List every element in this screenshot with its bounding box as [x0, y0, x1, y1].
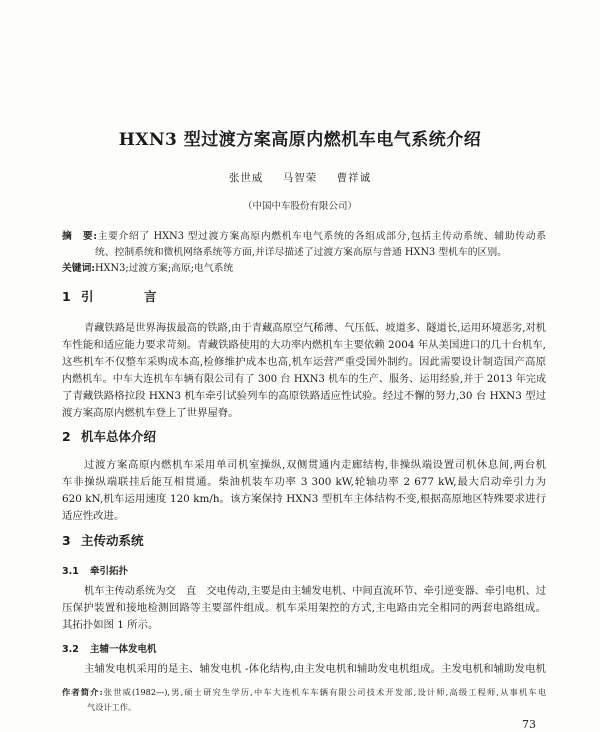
subsection-number: 3.1 [62, 566, 79, 577]
footnote-line: 气设计工作。 [87, 702, 137, 712]
keywords-label: 关键词: [62, 263, 96, 274]
text-line: 了青藏铁路格拉段 HXN3 机车牵引试验列车的高原铁路适应性试验。经过不懈的努力,30 台 HXN3 型过 [62, 390, 546, 402]
affiliation: （中国中车股份有限公司） [242, 201, 357, 212]
subsection-heading [62, 643, 157, 657]
keywords [62, 261, 546, 277]
text-line: 适应性改进。 [62, 510, 125, 522]
section-paragraph [62, 320, 546, 422]
section-heading [62, 428, 156, 446]
abstract [62, 229, 546, 277]
abstract-line [62, 229, 546, 245]
subsection-title: 牵引拓扑 [90, 566, 129, 577]
text-line: 内燃机车。中车大连机车车辆有限公司有了 300 台 HXN3 机车的生产、服务、运用经验,并于 2013 年完成 [62, 374, 546, 385]
section-paragraph [62, 583, 546, 634]
footnote-line [62, 685, 546, 700]
text-line: 这些机车不仅整车采购成本高,检修维护成本也高,机车运营严重受国外制约。因此需要设计制造国产高原 [62, 356, 546, 368]
subsection-title: 主辅一体发电机 [90, 644, 157, 655]
text-line: 压保护装置和接地检测回路等主要部件组成。机车采用架控的方式,主电路由完全相同的两套电路组成。 [62, 602, 546, 614]
author-name: 马智荣 [282, 172, 318, 184]
section-title: 主传动系统 [81, 533, 144, 548]
abstract-text: 主要介绍了 HXN3 型过渡方案高原内燃机车电气系统的各组成部分,包括主传动系统、辅助传动系 [96, 231, 546, 242]
author-list [0, 171, 600, 185]
keywords-text: HXN3;过渡方案;高原;电气系统 [95, 263, 234, 274]
author-name: 曹祥诚 [336, 172, 372, 184]
footnote-text: 张世威(1982—),男,硕士研究生学历,中车大连机车车辆有限公司技术开发部,设计师,高级工程师,从事机车电 [102, 687, 547, 697]
paper-title: HXN3 型过渡方案高原内燃机车电气系统介绍 [118, 130, 482, 150]
abstract-label: 摘 要: [62, 231, 97, 242]
section-title: 机车总体介绍 [81, 429, 157, 444]
footnote-label: 作者简介: [62, 687, 103, 697]
section-number: 2 [62, 429, 71, 444]
text-line: 车非操纵端联挂后能互相贯通。柴油机装车功率 3 300 kW,轮轴功率 2 677 kW,最大启动牵引力为 [62, 476, 546, 488]
text-line: 机车主传动系统为交 直 交电传动,主要是由主辅发电机、中间直流环节、牵引逆变器、牵引电机、过 [84, 586, 546, 597]
section-heading [62, 288, 176, 306]
page-number: 73 [522, 718, 536, 731]
section-paragraph [62, 661, 546, 678]
section-paragraph [62, 457, 546, 525]
section-heading [62, 532, 144, 550]
text-line: 620 kN,机车运用速度 120 km/h。该方案保持 HXN3 型机车主体结构不变,根据高原地区特殊要求进行 [62, 493, 546, 505]
text-line: 主辅发电机采用的是主、辅发电机 -体化结构,由主发电机和辅助发电机组成。主发电机和辅助发电机 [84, 663, 546, 675]
text-line: 其拓扑如图 1 所示。 [62, 619, 159, 631]
section-number: 3 [62, 533, 71, 548]
text-line: 青藏铁路是世界海拔最高的铁路,由于青藏高原空气稀薄、气压低、坡道多、隧道长,运用环境恶劣,对机 [84, 323, 546, 334]
text-line: 车性能和适应能力要求苛刻。青藏铁路使用的大功率内燃机车主要依赖 2004 年从美国进口的几十台机车, [62, 339, 546, 351]
subsection-number: 3.2 [62, 644, 79, 655]
section-title: 引 言 [81, 289, 176, 304]
author-name: 张世威 [228, 172, 264, 184]
abstract-line: 统、控制系统和微机网络系统等方面,并详尽描述了过渡方案高原与普通 HXN3 型机车的区别。 [95, 247, 507, 258]
section-number: 1 [62, 289, 71, 304]
text-line: 过渡方案高原内燃机车采用单司机室操纵,双侧贯通内走廊结构,非操纵端设置司机休息间,两台机 [84, 459, 546, 471]
subsection-heading [62, 565, 128, 579]
text-line: 渡方案高原内燃机车登上了世界屋脊。 [62, 407, 239, 419]
author-footnote [62, 685, 546, 715]
